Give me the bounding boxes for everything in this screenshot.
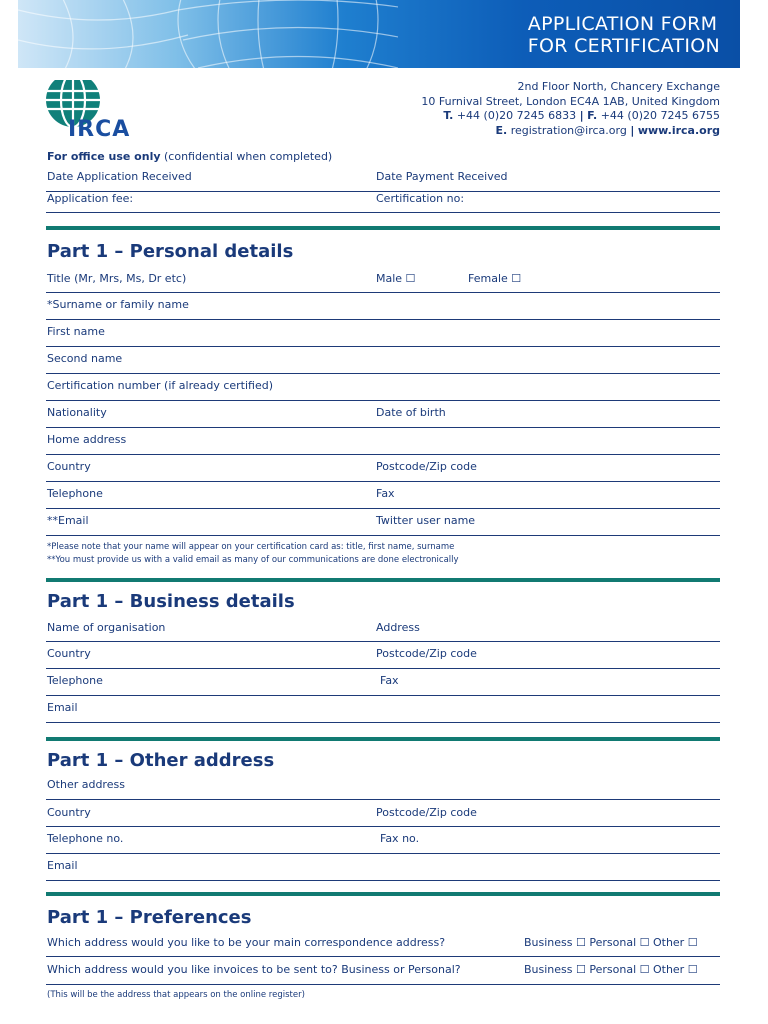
section-divider	[46, 737, 720, 741]
second-name-field[interactable]: Second name	[47, 352, 123, 365]
preferences-row-invoices	[46, 963, 720, 985]
personal-row-cert-number	[46, 379, 720, 401]
first-name-field[interactable]: First name	[47, 325, 105, 338]
contact-block	[421, 80, 720, 138]
business-country-field[interactable]: Country	[47, 647, 91, 660]
organisation-name-field[interactable]: Name of organisation	[47, 621, 166, 634]
office-row-1	[46, 170, 720, 192]
business-address-field[interactable]: Address	[376, 621, 420, 634]
business-email-field[interactable]: Email	[47, 701, 78, 714]
form-title: APPLICATION FORM FOR CERTIFICATION	[527, 13, 720, 57]
personal-row-surname	[46, 298, 720, 320]
globe-grid-graphic	[18, 0, 398, 68]
twitter-field[interactable]: Twitter user name	[376, 514, 476, 527]
email-line: E. registration@irca.org | www.irca.org	[495, 123, 720, 137]
personal-row-title	[46, 272, 720, 293]
website-link[interactable]: www.irca.org	[637, 123, 720, 137]
personal-row-email	[46, 514, 720, 536]
office-use-heading: For office use only (confidential when completed)	[47, 150, 333, 163]
other-row-country	[46, 806, 720, 827]
business-row-org	[46, 621, 720, 642]
email-footnote: **You must provide us with a valid email as many of our communications are done electronically	[47, 555, 459, 565]
other-fax-field[interactable]: Fax no.	[380, 832, 420, 845]
business-details-heading: Part 1 – Business details	[47, 591, 295, 612]
section-divider	[46, 892, 720, 896]
invoices-question: Which address would you like invoices to be sent to? Business or Personal?	[47, 963, 461, 976]
invoices-options[interactable]: Business ☐ Personal ☐ Other ☐	[524, 963, 698, 976]
female-checkbox[interactable]: Female ☐	[468, 272, 522, 285]
date-application-received-field[interactable]: Date Application Received	[47, 170, 192, 183]
personal-row-home-address	[46, 433, 720, 455]
other-row-telephone	[46, 832, 720, 854]
email-link[interactable]: registration@irca.org	[510, 123, 627, 137]
business-row-telephone	[46, 674, 720, 696]
register-footnote: (This will be the address that appears on the online register)	[47, 990, 305, 1000]
other-row-address	[46, 778, 720, 800]
business-row-email	[46, 701, 720, 723]
irca-logo-text: IRCA	[68, 117, 131, 142]
other-row-email	[46, 859, 720, 881]
business-fax-field[interactable]: Fax	[380, 674, 399, 687]
other-email-field[interactable]: Email	[47, 859, 78, 872]
other-postcode-field[interactable]: Postcode/Zip code	[376, 806, 477, 819]
other-address-field[interactable]: Other address	[47, 778, 125, 791]
personal-details-heading: Part 1 – Personal details	[47, 241, 294, 262]
section-divider	[46, 226, 720, 230]
header-banner	[18, 0, 740, 68]
male-checkbox[interactable]: Male ☐	[376, 272, 416, 285]
postcode-field[interactable]: Postcode/Zip code	[376, 460, 477, 473]
address-line-1: 2nd Floor North, Chancery Exchange	[517, 80, 720, 93]
other-telephone-field[interactable]: Telephone no.	[47, 832, 124, 845]
office-row-2	[46, 192, 720, 213]
preferences-row-correspondence	[46, 936, 720, 957]
business-row-country	[46, 647, 720, 669]
certification-number-field[interactable]: Certification number (if already certified)	[47, 379, 274, 392]
business-postcode-field[interactable]: Postcode/Zip code	[376, 647, 477, 660]
personal-row-telephone	[46, 487, 720, 509]
correspondence-options[interactable]: Business ☐ Personal ☐ Other ☐	[524, 936, 698, 949]
surname-field[interactable]: *Surname or family name	[47, 298, 189, 311]
preferences-heading: Part 1 – Preferences	[47, 907, 252, 928]
home-address-field[interactable]: Home address	[47, 433, 127, 446]
telephone-field[interactable]: Telephone	[47, 487, 103, 500]
application-fee-field[interactable]: Application fee:	[47, 192, 134, 205]
other-country-field[interactable]: Country	[47, 806, 91, 819]
section-divider	[46, 578, 720, 582]
personal-row-country	[46, 460, 720, 482]
business-telephone-field[interactable]: Telephone	[47, 674, 103, 687]
personal-row-second-name	[46, 352, 720, 374]
other-address-heading: Part 1 – Other address	[47, 750, 275, 771]
country-field[interactable]: Country	[47, 460, 91, 473]
certification-no-field[interactable]: Certification no:	[376, 192, 465, 205]
address-line-2: 10 Furnival Street, London EC4A 1AB, United Kingdom	[421, 94, 720, 108]
correspondence-question: Which address would you like to be your main correspondence address?	[47, 936, 446, 949]
date-payment-received-field[interactable]: Date Payment Received	[376, 170, 508, 183]
personal-row-nationality	[46, 406, 720, 428]
personal-row-first-name	[46, 325, 720, 347]
date-of-birth-field[interactable]: Date of birth	[376, 406, 446, 419]
nationality-field[interactable]: Nationality	[47, 406, 107, 419]
title-field[interactable]: Title (Mr, Mrs, Ms, Dr etc)	[47, 272, 187, 285]
name-footnote: *Please note that your name will appear on your certification card as: title, first name, surname	[47, 542, 455, 552]
email-field[interactable]: **Email	[47, 514, 89, 527]
fax-field[interactable]: Fax	[376, 487, 395, 500]
phone-line: T. +44 (0)20 7245 6833 | F. +44 (0)20 7245 6755	[443, 109, 720, 122]
